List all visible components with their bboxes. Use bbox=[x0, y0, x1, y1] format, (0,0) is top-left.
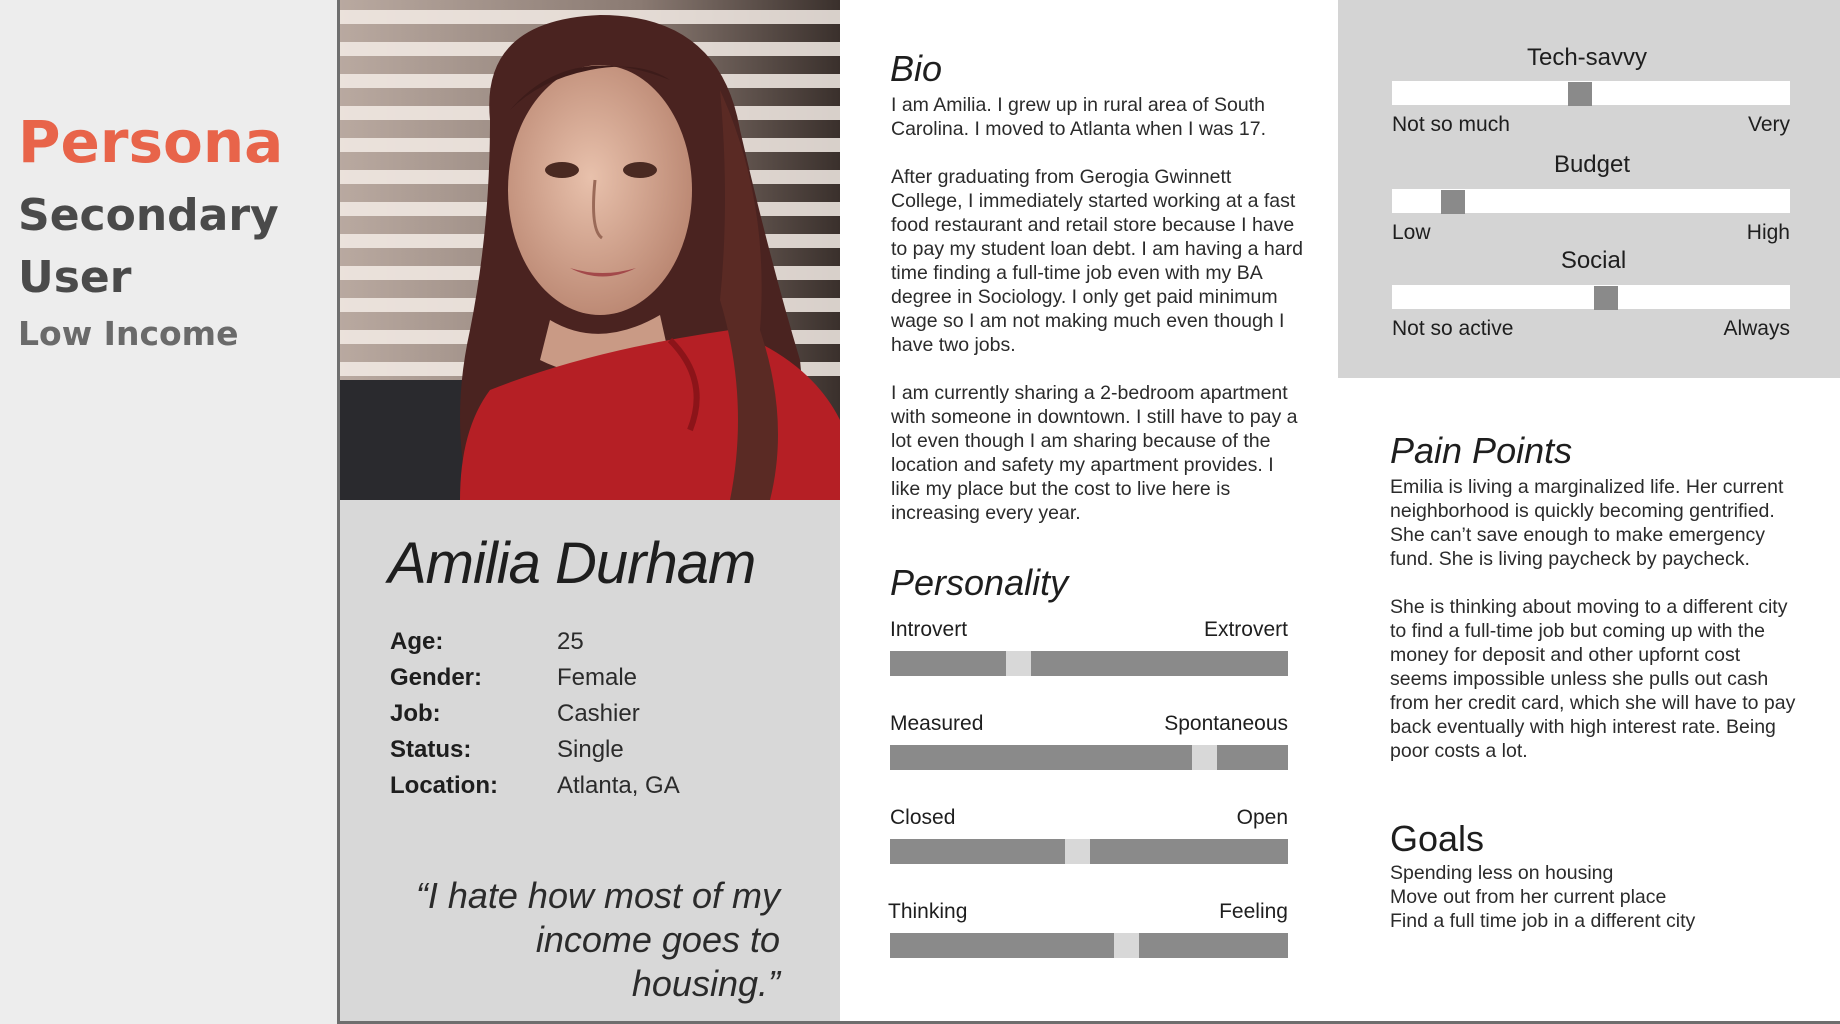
persona-quote bbox=[380, 874, 780, 1006]
age-label: Age: bbox=[390, 628, 444, 655]
persona-segment: Low Income bbox=[18, 314, 239, 353]
trait-scale bbox=[890, 839, 1288, 864]
bio-heading: Bio bbox=[890, 48, 943, 89]
trait-scale bbox=[890, 745, 1288, 770]
trait-right-label: Open bbox=[1236, 806, 1288, 829]
goals-list bbox=[1390, 861, 1800, 933]
trait-scale bbox=[890, 933, 1288, 958]
pain-points-heading: Pain Points bbox=[1390, 430, 1573, 471]
personality-heading: Personality bbox=[890, 562, 1069, 603]
pain-points-text bbox=[1390, 475, 1800, 787]
trait-marker bbox=[1114, 933, 1139, 958]
trait-marker bbox=[1192, 745, 1217, 770]
status-label: Status: bbox=[390, 736, 472, 763]
trait-right-label: Feeling bbox=[1219, 900, 1288, 923]
bio-text bbox=[891, 93, 1306, 549]
goal-item: Move out from her current place bbox=[1390, 886, 1667, 908]
trait-scale bbox=[890, 651, 1288, 676]
slider-right-label: High bbox=[1746, 221, 1790, 244]
trait-left-label: Thinking bbox=[888, 900, 968, 923]
job-label: Job: bbox=[390, 700, 441, 727]
gender-value: Female bbox=[557, 664, 638, 691]
quote-line: “I hate how most of my bbox=[415, 875, 780, 916]
slider-title: Budget bbox=[1553, 151, 1631, 178]
persona-name: Amilia Durham bbox=[388, 531, 756, 596]
slider-left-label: Not so active bbox=[1392, 317, 1514, 340]
slider-marker bbox=[1441, 190, 1465, 214]
persona-photo bbox=[340, 0, 840, 500]
slider-marker bbox=[1594, 286, 1618, 310]
pain-points-paragraph: Emilia is living a marginalized life. Her current neighborhood is quickly becoming gentrified. She can’t save enough to make emergency fund. She is living paycheck by paycheck. bbox=[1390, 476, 1784, 570]
slider-title: Social bbox=[1560, 247, 1627, 274]
trait-left-label: Closed bbox=[890, 806, 956, 829]
portrait-image bbox=[340, 0, 840, 500]
trait-right-label: Extrovert bbox=[1203, 618, 1288, 641]
slider-track bbox=[1392, 285, 1790, 309]
slider-left-label: Not so much bbox=[1392, 113, 1510, 136]
slider-right-label: Very bbox=[1747, 113, 1790, 136]
job-value: Cashier bbox=[557, 700, 640, 727]
location-label: Location: bbox=[390, 772, 498, 799]
goals-heading: Goals bbox=[1390, 818, 1485, 859]
status-value: Single bbox=[557, 736, 624, 763]
trait-marker bbox=[1065, 839, 1090, 864]
quote-line: income goes to housing.” bbox=[535, 919, 780, 1004]
trait-right-label: Spontaneous bbox=[1164, 712, 1288, 735]
location-value: Atlanta, GA bbox=[557, 772, 680, 799]
bio-paragraph: I am currently sharing a 2-bedroom apartment with someone in downtown. I still have to pay a lot even though I am sharing because of the location and safety my apartment provides. I like my place but the cost to live here is increasing every year. bbox=[891, 382, 1298, 524]
trait-left-label: Measured bbox=[890, 712, 984, 735]
trait-left-label: Introvert bbox=[890, 618, 968, 641]
trait-marker bbox=[1006, 651, 1031, 676]
bio-paragraph: I am Amilia. I grew up in rural area of South Carolina. I moved to Atlanta when I was 17. bbox=[891, 94, 1267, 140]
slider-left-label: Low bbox=[1392, 221, 1431, 244]
pain-points-paragraph: She is thinking about moving to a different city to find a full-time job but coming up with the money for deposit and other upfornt cost seems impossible unless she pulls out cash from her credit card, which she will have to pay back eventually with high interest rate. Being poor costs a lot. bbox=[1390, 596, 1796, 762]
persona-title: Persona bbox=[18, 108, 284, 176]
slider-right-label: Always bbox=[1723, 317, 1790, 340]
goal-item: Spending less on housing bbox=[1390, 862, 1614, 884]
slider-track bbox=[1392, 189, 1790, 213]
gender-label: Gender: bbox=[390, 664, 483, 691]
bio-paragraph: After graduating from Gerogia Gwinnett College, I immediately started working at a fast food restaurant and retail store because I have to pay my student loan debt. I am having a hard time finding a full-time job even with my BA degree in Sociology. I only get paid minimum wage so I am not making much even though I have two jobs. bbox=[891, 166, 1303, 356]
persona-type-line1: Secondary bbox=[18, 190, 279, 241]
slider-marker bbox=[1568, 82, 1592, 106]
persona-type-line2: User bbox=[18, 252, 132, 303]
goal-item: Find a full time job in a different city bbox=[1390, 910, 1696, 932]
age-value: 25 bbox=[557, 628, 584, 655]
slider-track bbox=[1392, 81, 1790, 105]
slider-title: Tech-savvy bbox=[1526, 44, 1648, 71]
